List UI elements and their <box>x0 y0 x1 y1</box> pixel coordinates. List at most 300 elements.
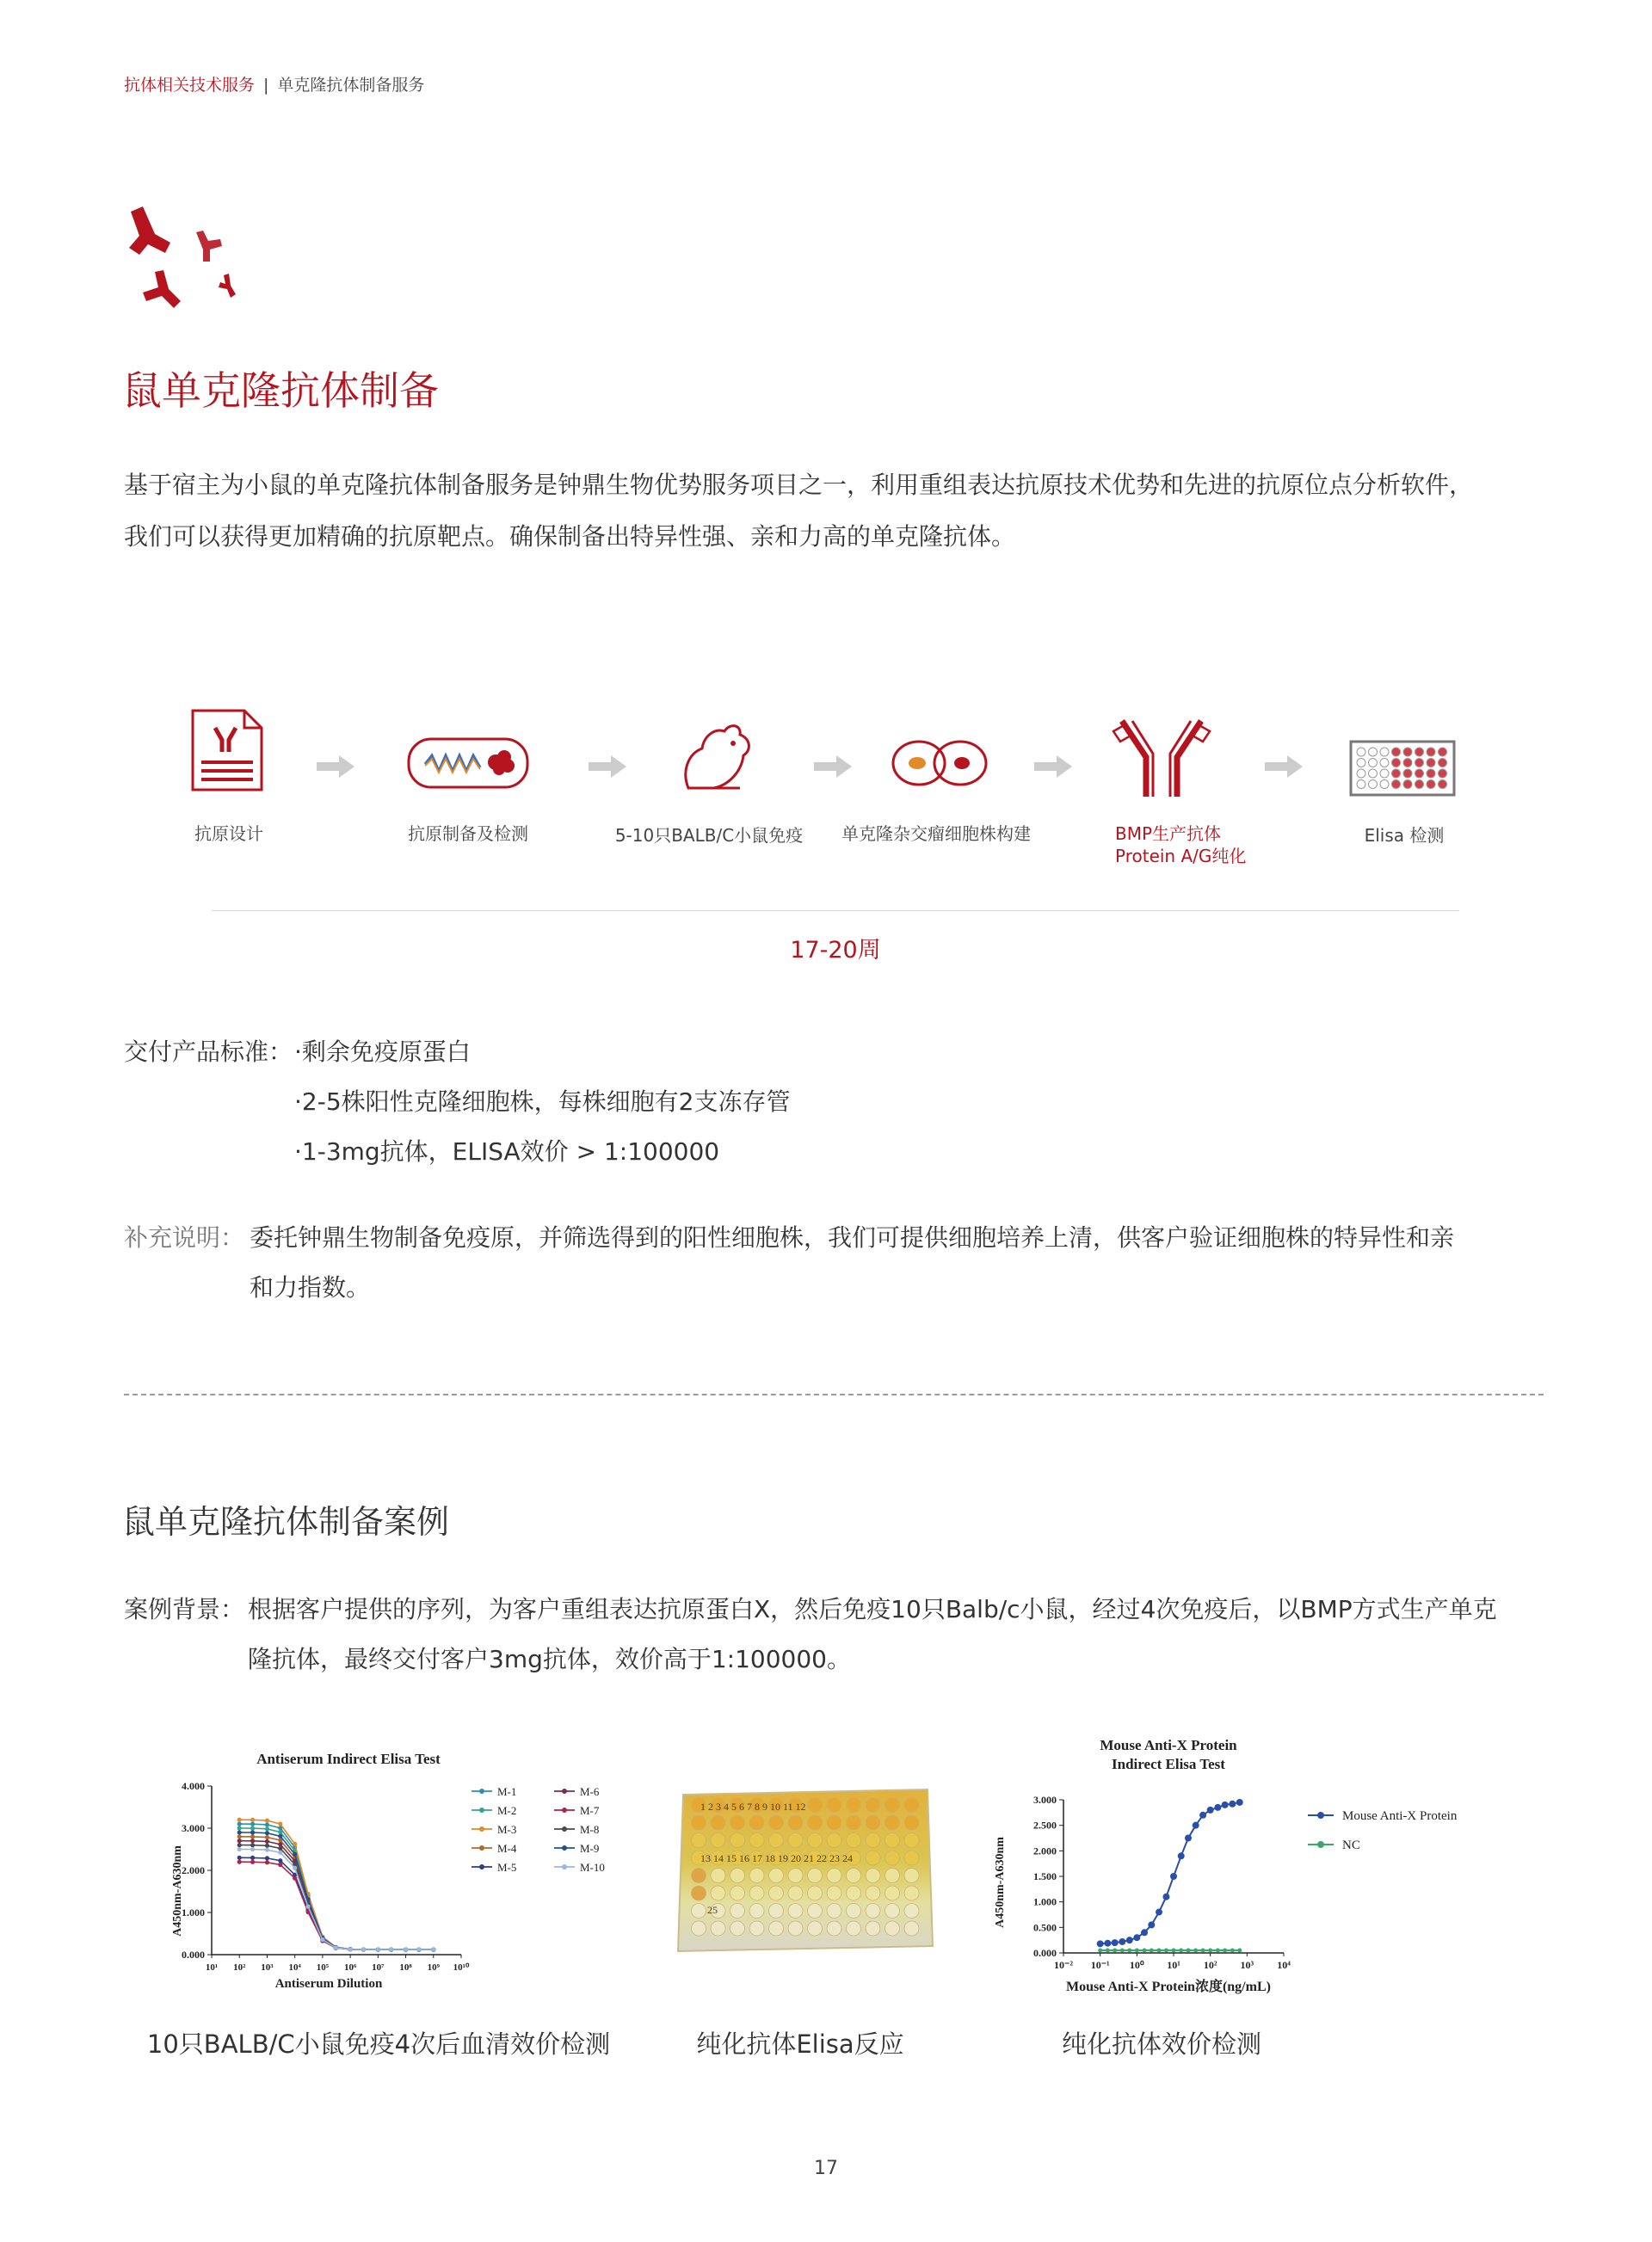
chart3-point-Mouse Anti-X Protein <box>1193 1822 1199 1829</box>
chart3-x-tick-label: 10⁰ <box>1129 1959 1144 1971</box>
workflow-step-2-icon-wrap <box>406 736 530 795</box>
purified-antibody-chart <box>981 1729 1532 2005</box>
chart3-y-tick-label: 3.000 <box>1033 1794 1057 1806</box>
workflow-step-3-icon-wrap <box>680 719 757 795</box>
chart1-x-tick-label: 10² <box>233 1962 246 1973</box>
chart1-point-M-4 <box>250 1834 255 1839</box>
page-title: 鼠单克隆抗体制备 <box>122 367 439 414</box>
workflow-step-2-label: 抗原制备及检测 <box>408 823 528 844</box>
chart1-legend-label: M-4 <box>497 1842 517 1855</box>
plate-photo-well <box>885 1904 900 1919</box>
chart1-legend-label: M-10 <box>580 1861 605 1874</box>
timeline-line <box>212 910 1459 911</box>
plate-photo-well <box>749 1904 764 1919</box>
plate-photo-well <box>730 1921 745 1936</box>
chart3-y-tick-label: 1.000 <box>1033 1895 1057 1908</box>
chart1-point-M-10 <box>265 1848 269 1852</box>
chart3-y-tick-label: 0.000 <box>1033 1947 1057 1959</box>
chart1-point-M-3 <box>250 1818 255 1822</box>
chart1-point-M-5 <box>250 1856 255 1860</box>
chart1-x-tick-label: 10⁷ <box>372 1962 385 1973</box>
arrow-right-icon <box>589 754 626 779</box>
chart1-point-M-6 <box>237 1839 242 1843</box>
breadcrumb-page: 单克隆抗体制备服务 <box>277 76 425 95</box>
plate-photo-well <box>885 1886 900 1900</box>
chart3-point-Mouse Anti-X Protein <box>1162 1894 1169 1900</box>
chart1-legend-marker <box>479 1845 484 1851</box>
plate-photo-well <box>769 1869 784 1883</box>
chart1-point-M-10 <box>320 1937 324 1942</box>
plate-row2-labels: 13 14 15 16 17 18 19 20 21 22 23 24 <box>700 1852 853 1864</box>
plate-photo-well <box>904 1921 919 1936</box>
plate-photo-well <box>788 1833 803 1848</box>
plate-well <box>1392 769 1401 778</box>
case-line-2: 隆抗体，最终交付客户3mg抗体，效价高于1:100000。 <box>248 1645 852 1673</box>
chart1-legend-marker <box>562 1864 567 1869</box>
plate-photo-well <box>904 1851 919 1865</box>
chart3-point-Mouse Anti-X Protein <box>1097 1940 1104 1947</box>
chart1-point-M-10 <box>278 1851 282 1855</box>
chart3-point-NC <box>1216 1949 1220 1953</box>
plate-photo-well <box>866 1833 880 1848</box>
chart3-point-NC <box>1193 1949 1198 1953</box>
plate-photo-well <box>788 1815 803 1830</box>
chart1-point-M-10 <box>305 1904 310 1908</box>
chart3-point-NC <box>1113 1949 1117 1953</box>
workflow-step-5-label-line2: Protein A/G纯化 <box>1115 846 1247 866</box>
chart1-legend-label: M-1 <box>497 1785 517 1798</box>
chart1-point-M-2 <box>250 1826 255 1831</box>
plate-photo-well <box>827 1921 841 1936</box>
plate-photo-well <box>827 1815 841 1830</box>
figure2-caption: 纯化抗体Elisa反应 <box>696 2030 904 2059</box>
chart3-x-tick-label: 10¹ <box>1167 1959 1180 1971</box>
plate-well <box>1427 780 1435 789</box>
workflow-step-3-label: 5-10只BALB/C小鼠免疫 <box>614 825 804 846</box>
chart3-point-NC <box>1201 1949 1205 1953</box>
plate-photo-well <box>788 1886 803 1900</box>
plate-photo-well <box>730 1869 745 1883</box>
chart3-point-Mouse Anti-X Protein <box>1185 1835 1192 1842</box>
plate-well <box>1357 748 1365 756</box>
figure1-caption: 10只BALB/C小鼠免疫4次后血清效价检测 <box>146 2030 611 2059</box>
plate-photo-well <box>730 1904 745 1919</box>
workflow-step-4-label: 单克隆杂交瘤细胞株构建 <box>841 823 1031 844</box>
plate-photo-well <box>885 1798 900 1813</box>
chart1-point-M-4 <box>237 1834 242 1839</box>
chart3-point-NC <box>1237 1949 1242 1953</box>
workflow-step-1-icon-wrap <box>189 707 265 797</box>
plate-photo-well <box>904 1869 919 1883</box>
chart1-point-M-10 <box>416 1948 421 1952</box>
plate-well <box>1392 759 1401 767</box>
plate-photo-well <box>904 1798 919 1813</box>
plate-photo-well <box>711 1815 725 1830</box>
arrow-right-icon <box>1265 754 1303 779</box>
plate-well <box>1369 748 1378 756</box>
plate-well <box>1439 769 1447 778</box>
chart3-title: Mouse Anti-X Protein <box>1100 1737 1237 1753</box>
arrow-right-icon <box>814 754 852 779</box>
case-line-1: 根据客户提供的序列，为客户重组表达抗原蛋白X，然后免疫10只Balb/c小鼠，经过4次免疫后，以BMP方式生产单克 <box>248 1595 1497 1623</box>
chart1-point-M-4 <box>265 1835 269 1839</box>
arrow-right-icon <box>1034 754 1072 779</box>
workflow-step-6-label: Elisa 检测 <box>1364 825 1445 846</box>
chart1-point-M-10 <box>389 1948 393 1952</box>
plate-photo-well <box>711 1833 725 1848</box>
plate-row3-labels: 25 <box>707 1904 718 1916</box>
plate-well <box>1415 759 1424 767</box>
chart1-point-M-3 <box>265 1818 269 1822</box>
plate-photo-well <box>904 1886 919 1900</box>
chart1-series-line-M-10 <box>239 1850 434 1950</box>
chart3-point-NC <box>1120 1949 1125 1953</box>
plate-photo-well <box>749 1869 764 1883</box>
chart1-x-tick-label: 10⁹ <box>427 1962 440 1973</box>
elisa-plate-photo <box>676 1786 934 1955</box>
chart3-point-Mouse Anti-X Protein <box>1104 1940 1111 1947</box>
document-antibody-icon <box>189 707 265 793</box>
mouse-icon <box>680 719 757 791</box>
plate-photo-well <box>847 1815 861 1830</box>
chart1-point-M-8 <box>250 1843 255 1847</box>
chart1-point-M-2 <box>237 1826 242 1830</box>
plate-photo-well <box>788 1869 803 1883</box>
chart1-point-M-10 <box>293 1866 297 1870</box>
chart1-point-M-5 <box>237 1856 242 1860</box>
chart1-legend-label: M-2 <box>497 1804 517 1817</box>
chart3-xlabel: Mouse Anti-X Protein浓度(ng/mL) <box>1066 1980 1271 1994</box>
chart1-point-M-1 <box>265 1822 269 1826</box>
chart1-legend-marker <box>479 1864 484 1869</box>
plate-well <box>1357 780 1365 789</box>
chart3-point-NC <box>1164 1949 1168 1953</box>
case-label: 案例背景： <box>124 1595 245 1623</box>
workflow-step-5-label-line1: BMP生产抗体 <box>1115 823 1222 844</box>
chart1-point-M-6 <box>250 1839 255 1843</box>
plate-well <box>1380 769 1389 778</box>
plate-well <box>1415 748 1424 756</box>
chart1-point-M-8 <box>237 1843 242 1847</box>
chart1-point-M-7 <box>250 1860 255 1864</box>
chart3-point-Mouse Anti-X Protein <box>1229 1801 1236 1808</box>
protein-expression-icon <box>406 736 530 791</box>
chart1-xlabel: Antiserum Dilution <box>274 1977 383 1991</box>
chart3-point-Mouse Anti-X Protein <box>1214 1804 1221 1811</box>
workflow-step-6-icon-wrap <box>1349 740 1456 800</box>
chart1-point-M-3 <box>278 1821 282 1826</box>
chart1-point-M-9 <box>265 1831 269 1835</box>
chart3-point-NC <box>1186 1949 1190 1953</box>
chart1-point-M-10 <box>376 1948 380 1952</box>
intro-paragraph <box>124 459 1544 563</box>
breadcrumb-section[interactable]: 抗体相关技术服务 <box>124 76 256 95</box>
breadcrumb <box>124 72 424 95</box>
breadcrumb-separator: | <box>263 76 269 95</box>
supplement-line-2: 和力指数。 <box>250 1273 371 1302</box>
chart3-x-tick-label: 10⁻¹ <box>1090 1959 1110 1971</box>
chart3-point-NC <box>1135 1949 1139 1953</box>
arrow-right-icon <box>317 754 354 779</box>
plate-photo-well <box>847 1798 861 1813</box>
chart1-x-tick-label: 10⁴ <box>288 1962 301 1973</box>
chart3-x-tick-label: 10⁴ <box>1277 1959 1291 1971</box>
plate-photo-well <box>769 1904 784 1919</box>
plate-photo-well <box>692 1886 706 1900</box>
plate-photo-well <box>769 1921 784 1936</box>
plate-photo-well <box>808 1921 823 1936</box>
plate-photo-well <box>827 1798 841 1813</box>
plate-photo-well <box>866 1886 880 1900</box>
plate-photo-well <box>827 1869 841 1883</box>
chart1-y-tick-label: 1.000 <box>182 1906 205 1919</box>
chart1-legend-label: M-5 <box>497 1861 517 1874</box>
plate-photo-well <box>808 1904 823 1919</box>
plate-photo-well <box>847 1904 861 1919</box>
elisa-plate-icon <box>1349 740 1456 797</box>
antiserum-elisa-chart <box>155 1738 637 1996</box>
plate-well <box>1427 759 1435 767</box>
chart1-legend-marker <box>562 1826 567 1832</box>
chart1-legend-marker <box>562 1845 567 1851</box>
chart1-legend-marker <box>562 1808 567 1813</box>
chart1-point-M-7 <box>265 1860 269 1864</box>
plate-well <box>1415 769 1424 778</box>
chart1-y-tick-label: 2.000 <box>182 1864 205 1876</box>
chart1-x-tick-label: 10⁵ <box>316 1962 330 1973</box>
plate-photo-well <box>788 1921 803 1936</box>
chart3-point-Mouse Anti-X Protein <box>1141 1929 1148 1936</box>
chart3-point-Mouse Anti-X Protein <box>1119 1938 1125 1945</box>
chart3-y-tick-label: 2.000 <box>1033 1845 1057 1857</box>
plate-photo-well <box>866 1869 880 1883</box>
plate-well <box>1392 748 1401 756</box>
chart1-x-tick-label: 10³ <box>261 1962 274 1973</box>
chart1-point-M-1 <box>237 1822 242 1826</box>
plate-photo-well <box>692 1921 706 1936</box>
chart1-point-M-10 <box>404 1948 408 1952</box>
chart3-point-Mouse Anti-X Protein <box>1133 1934 1140 1941</box>
plate-photo-well <box>711 1869 725 1883</box>
chart1-point-M-9 <box>293 1852 297 1857</box>
chart1-point-M-9 <box>278 1834 282 1839</box>
plate-photo-well <box>711 1886 725 1900</box>
chart1-legend-marker <box>479 1826 484 1832</box>
chart3-point-NC <box>1143 1949 1147 1953</box>
section-divider <box>124 1394 1544 1395</box>
chart3-point-Mouse Anti-X Protein <box>1199 1812 1206 1819</box>
chart3-point-Mouse Anti-X Protein <box>1222 1802 1229 1808</box>
plate-photo-well <box>808 1833 823 1848</box>
plate-photo-well <box>866 1815 880 1830</box>
plate-photo-well <box>692 1869 706 1883</box>
chart3-point-Mouse Anti-X Protein <box>1156 1909 1162 1916</box>
chart1-legend-label: M-8 <box>580 1823 600 1836</box>
chart1-point-M-7 <box>237 1860 242 1864</box>
chart1-point-M-1 <box>250 1822 255 1826</box>
plate-photo-well <box>808 1886 823 1900</box>
chart3-y-tick-label: 1.500 <box>1033 1870 1057 1882</box>
plate-well <box>1439 748 1447 756</box>
chart1-point-M-2 <box>278 1830 282 1834</box>
chart1-point-M-10 <box>250 1847 255 1851</box>
plate-photo-well <box>730 1815 745 1830</box>
chart3-x-tick-label: 10⁻² <box>1054 1959 1073 1971</box>
chart3-point-NC <box>1208 1949 1212 1953</box>
chart3-point-Mouse Anti-X Protein <box>1126 1937 1133 1943</box>
delivery-item-2: ·2-5株阳性克隆细胞株，每株细胞有2支冻存管 <box>294 1087 791 1116</box>
plate-well <box>1380 780 1389 789</box>
chart3-legend-marker <box>1317 1812 1324 1819</box>
plate-well <box>1427 769 1435 778</box>
supplement-label: 补充说明： <box>124 1223 245 1252</box>
delivery-item-3: ·1-3mg抗体，ELISA效价 > 1:100000 <box>294 1137 720 1166</box>
plate-well <box>1403 748 1412 756</box>
chart1-series-line-M-5 <box>239 1857 434 1949</box>
plate-well <box>1369 780 1378 789</box>
plate-photo-well <box>885 1921 900 1936</box>
chart1-point-M-2 <box>265 1826 269 1831</box>
chart1-point-M-6 <box>278 1842 282 1846</box>
chart3-subtitle: Indirect Elisa Test <box>1112 1756 1225 1772</box>
chart3-point-NC <box>1150 1949 1154 1953</box>
plate-well <box>1369 759 1378 767</box>
plate-well <box>1439 759 1447 767</box>
workflow-step-5-icon-wrap <box>1110 716 1213 802</box>
chart3-point-Mouse Anti-X Protein <box>1170 1873 1177 1880</box>
chart1-point-M-6 <box>265 1839 269 1844</box>
chart3-point-NC <box>1098 1949 1102 1953</box>
chart1-point-M-3 <box>237 1818 242 1822</box>
plate-well <box>1403 780 1412 789</box>
page-number: 17 <box>814 2158 838 2179</box>
chart3-point-NC <box>1230 1949 1235 1953</box>
chart1-x-tick-label: 10¹⁰ <box>453 1962 470 1973</box>
chart1-point-M-7 <box>293 1876 297 1881</box>
plate-well <box>1403 769 1412 778</box>
plate-well <box>1392 780 1401 789</box>
chart1-x-tick-label: 10⁶ <box>343 1962 357 1973</box>
chart1-point-M-8 <box>278 1846 282 1851</box>
plate-photo-well <box>885 1815 900 1830</box>
chart1-y-tick-label: 3.000 <box>182 1822 205 1834</box>
plate-photo-well <box>769 1833 784 1848</box>
plate-photo-well <box>749 1921 764 1936</box>
chart1-legend-label: M-7 <box>580 1804 600 1817</box>
chart3-point-NC <box>1223 1949 1227 1953</box>
chart3-legend-marker <box>1317 1841 1324 1848</box>
plate-photo-well <box>866 1851 880 1865</box>
chart1-point-M-10 <box>431 1948 435 1952</box>
plate-well <box>1427 748 1435 756</box>
chart3-legend-label: Mouse Anti-X Protein <box>1342 1809 1458 1823</box>
chart3-y-tick-label: 0.500 <box>1033 1921 1057 1934</box>
plate-photo-well <box>788 1904 803 1919</box>
plate-photo-well <box>847 1921 861 1936</box>
antibody-icon <box>1110 716 1213 798</box>
chart3-point-NC <box>1106 1949 1110 1953</box>
intro-line-2: 我们可以获得更加精确的抗原靶点。确保制备出特异性强、亲和力高的单克隆抗体。 <box>124 522 1016 551</box>
plate-well <box>1415 780 1424 789</box>
plate-photo-well <box>904 1904 919 1919</box>
duration-label: 17-20周 <box>790 937 881 964</box>
plate-well <box>1380 748 1389 756</box>
chart1-legend-label: M-9 <box>580 1842 600 1855</box>
plate-photo-well <box>885 1833 900 1848</box>
chart1-legend-marker <box>479 1808 484 1813</box>
plate-photo-well <box>885 1851 900 1865</box>
workflow-step-1-label: 抗原设计 <box>194 823 263 844</box>
workflow-step-4-icon-wrap <box>890 738 989 791</box>
chart1-series-line-M-7 <box>239 1862 434 1949</box>
plate-photo-well <box>769 1815 784 1830</box>
chart1-x-tick-label: 10⁸ <box>399 1962 412 1973</box>
plate-well <box>1357 769 1365 778</box>
plate-photo-well <box>827 1833 841 1848</box>
chart1-point-M-8 <box>265 1844 269 1848</box>
plate-row1-labels: 1 2 3 4 5 6 7 8 9 10 11 12 <box>700 1801 806 1813</box>
plate-photo-well <box>769 1886 784 1900</box>
chart3-x-tick-label: 10³ <box>1240 1959 1254 1971</box>
plate-photo-well <box>808 1869 823 1883</box>
plate-photo-well <box>847 1869 861 1883</box>
plate-photo-well <box>749 1886 764 1900</box>
antibody-cluster-icon <box>120 205 250 317</box>
chart1-point-M-9 <box>250 1830 255 1834</box>
chart3-point-Mouse Anti-X Protein <box>1148 1921 1155 1928</box>
figure3-caption: 纯化抗体效价检测 <box>1061 2030 1261 2059</box>
chart3-point-Mouse Anti-X Protein <box>1112 1939 1119 1946</box>
chart1-legend-label: M-3 <box>497 1823 517 1836</box>
chart1-y-tick-label: 4.000 <box>182 1780 205 1792</box>
plate-photo-well <box>692 1815 706 1830</box>
chart3-point-NC <box>1172 1949 1176 1953</box>
chart3-ylabel: A450nm-A630nm <box>994 1837 1007 1928</box>
plate-photo-well <box>692 1833 706 1848</box>
chart1-y-tick-label: 0.000 <box>182 1949 205 1961</box>
chart1-series-line-M-3 <box>239 1820 434 1949</box>
plate-well <box>1439 780 1447 789</box>
chart1-point-M-9 <box>237 1830 242 1834</box>
chart3-series-line-Mouse Anti-X Protein <box>1100 1802 1240 1943</box>
cell-fusion-icon <box>890 738 989 788</box>
plate-well <box>1369 769 1378 778</box>
plate-photo-well <box>866 1904 880 1919</box>
chart3-y-tick-label: 2.500 <box>1033 1819 1057 1832</box>
chart1-legend-marker <box>479 1789 484 1794</box>
chart1-legend-marker <box>562 1789 567 1794</box>
chart3-point-Mouse Anti-X Protein <box>1236 1799 1243 1806</box>
supplement-line-1: 委托钟鼎生物制备免疫原，并筛选得到的阳性细胞株，我们可提供细胞培养上清，供客户验证细胞株的特异性和亲 <box>250 1223 1455 1252</box>
chart3-point-Mouse Anti-X Protein <box>1178 1852 1185 1859</box>
chart3-x-tick-label: 10² <box>1203 1959 1217 1971</box>
chart1-point-M-10 <box>348 1947 353 1951</box>
plate-photo-well <box>847 1833 861 1848</box>
plate-photo-well <box>904 1833 919 1848</box>
chart1-series-line-M-4 <box>239 1837 434 1949</box>
plate-photo-well <box>827 1904 841 1919</box>
plate-photo-well <box>904 1815 919 1830</box>
chart1-point-M-10 <box>334 1945 338 1949</box>
chart1-point-M-10 <box>361 1947 366 1951</box>
plate-photo-well <box>749 1833 764 1848</box>
chart1-point-M-10 <box>237 1847 242 1851</box>
chart3-point-NC <box>1127 1949 1131 1953</box>
plate-photo-well <box>885 1869 900 1883</box>
case-title: 鼠单克隆抗体制备案例 <box>122 1503 450 1541</box>
chart1-x-tick-label: 10¹ <box>205 1962 219 1973</box>
chart3-point-Mouse Anti-X Protein <box>1207 1807 1214 1814</box>
